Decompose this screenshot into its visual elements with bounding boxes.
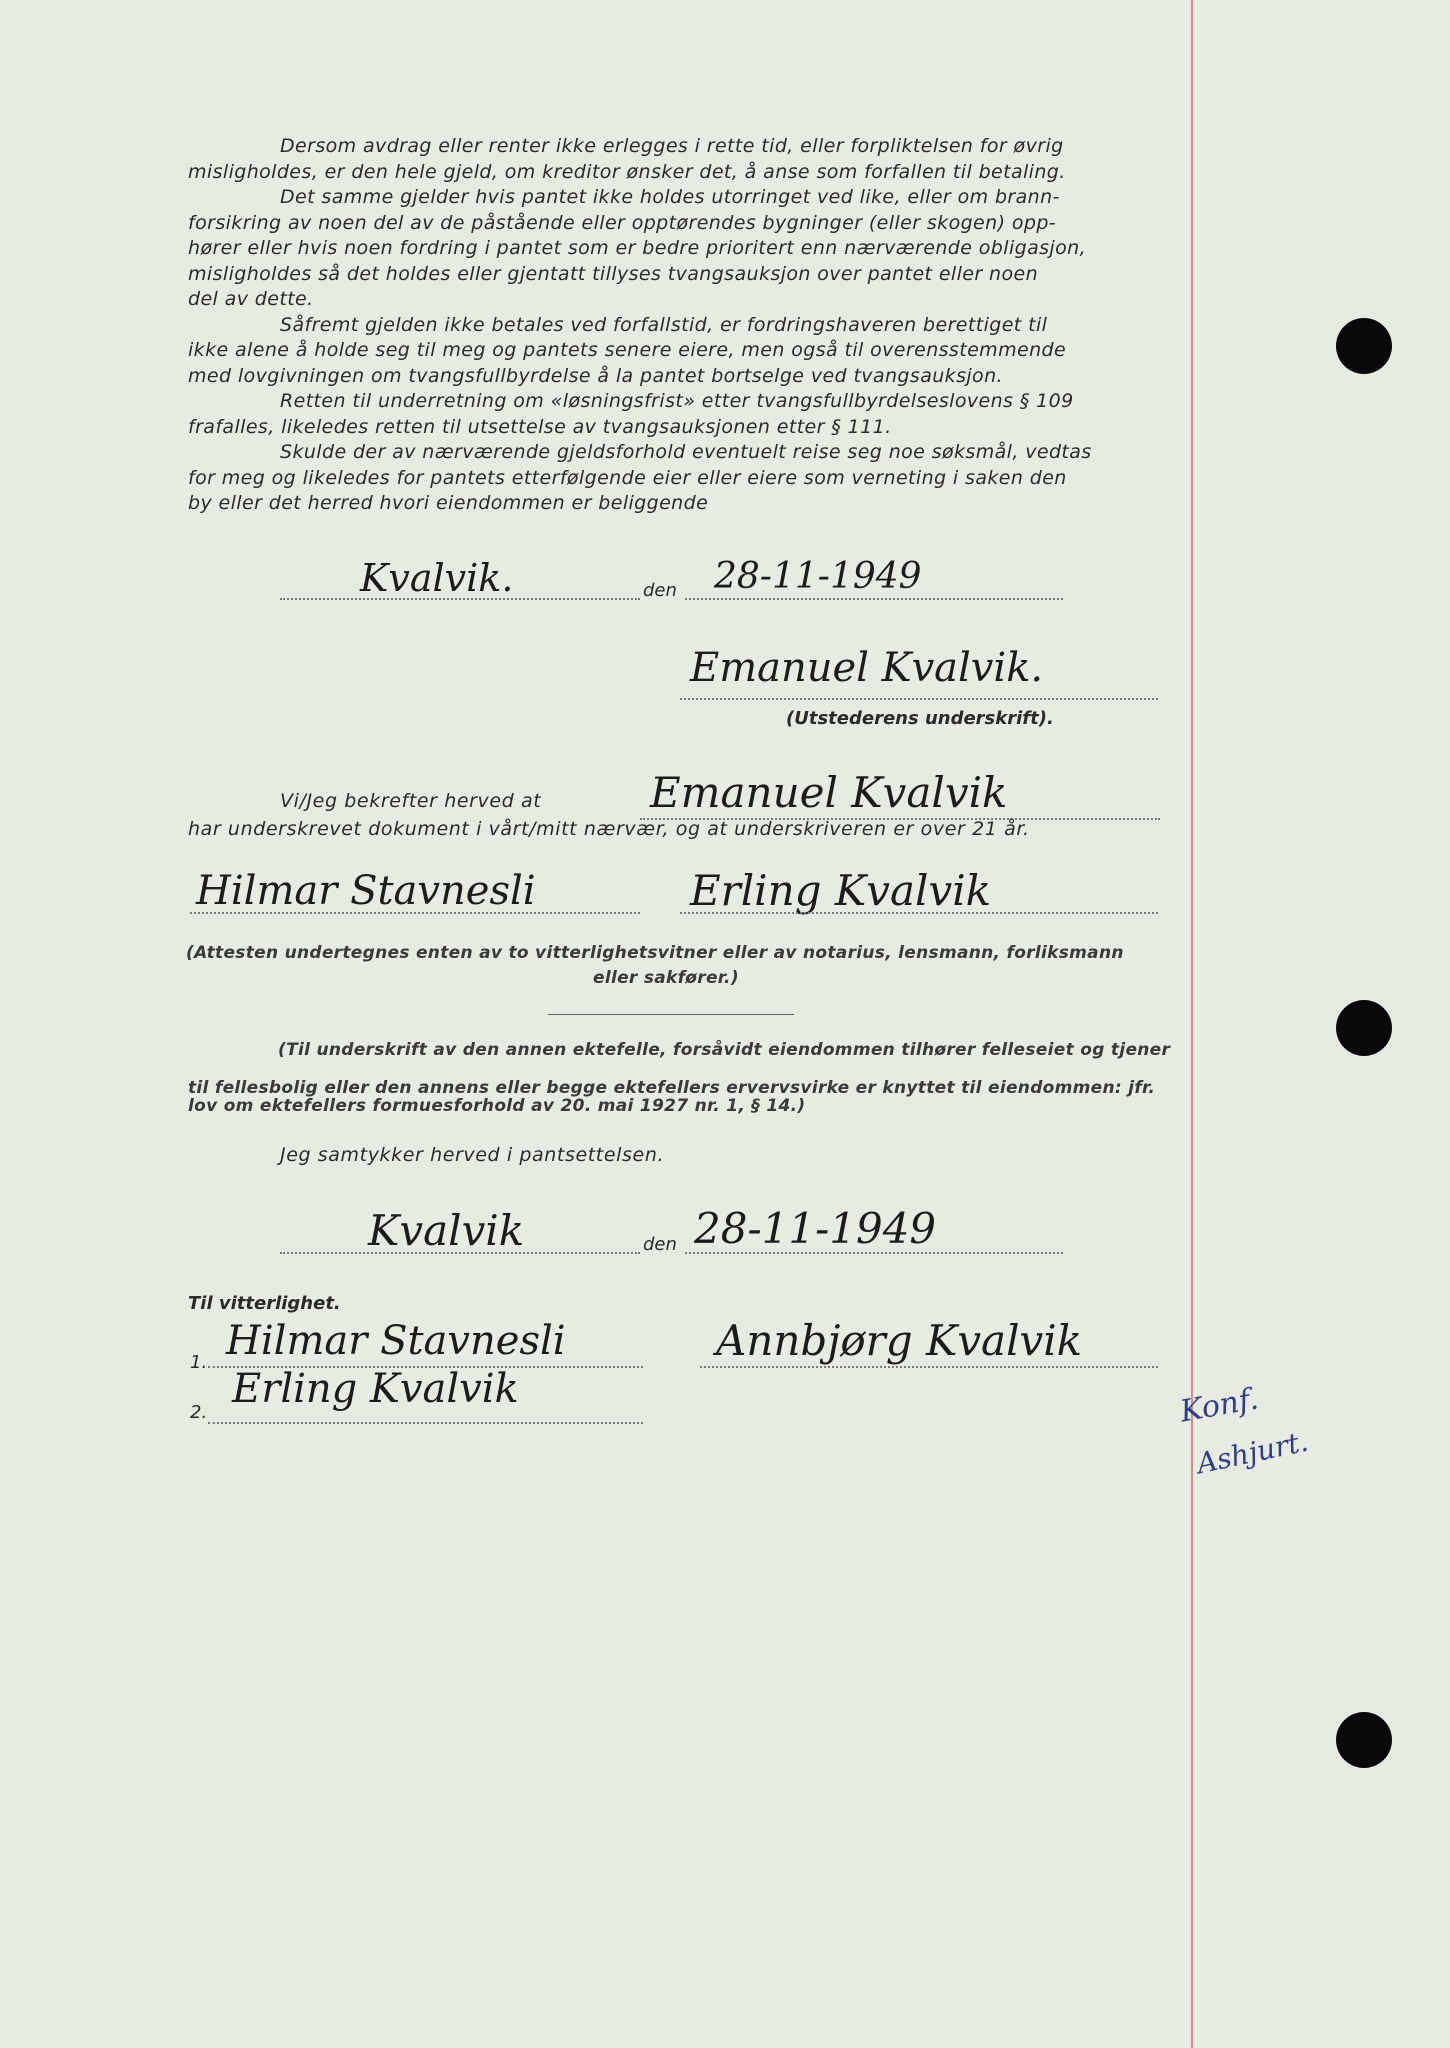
text-line: Det samme gjelder hvis pantet ikke holdes utorringet ved like, eller om brann- [280, 186, 1060, 208]
witnessed-name-handwritten: Emanuel Kvalvik [650, 768, 1008, 817]
text-line: med lovgivningen om tvangsfullbyrdelse å la pantet bortselge ved tvangsauksjon. [188, 364, 1003, 387]
issuer-signature: Emanuel Kvalvik. [690, 645, 1044, 691]
place2-handwritten: Kvalvik [368, 1206, 525, 1255]
text-line: ikke alene å holde seg til meg og pantets senere eiere, men også til overensstemmende [188, 339, 1067, 361]
witness-number-1: 1. [190, 1352, 208, 1373]
spouse-note-line2: til fellesbolig eller den annens eller begge ektefellers ervervsvirke er knyttet til eiendommen: jfr. [188, 1078, 1156, 1098]
witness-statement-line2: har underskrevet dokument i vårt/mitt nærvær, og at underskriveren er over 21 år. [188, 818, 1030, 840]
text-line: del av dette. [188, 288, 314, 310]
witness-b-line [208, 1422, 643, 1424]
date-line [685, 598, 1063, 600]
witness2-line [680, 912, 1158, 914]
attest-note-line1: (Attesten undertegnes enten av to vitterlighetsvitner eller av notarius, lensmann, forliksmann [186, 943, 1124, 963]
punch-hole [1336, 1000, 1392, 1056]
signature-line [680, 698, 1158, 700]
den2-label: den [643, 1234, 677, 1255]
vitterlighet-label: Til vitterlighet. [188, 1293, 341, 1314]
text-line: frafalles, likeledes retten til utsettelse av tvangsauksjonen etter § 111. [188, 415, 892, 438]
date2-handwritten: 28-11-1949 [694, 1204, 937, 1253]
text-line: misligholdes så det holdes eller gjentatt tillyses tvangsauksjon over pantet eller noen [188, 262, 1039, 285]
witness-number-2: 2. [190, 1402, 208, 1423]
consent-text: Jeg samtykker herved i pantsettelsen. [280, 1144, 665, 1166]
place-handwritten: Kvalvik. [360, 556, 514, 600]
punch-hole [1336, 1712, 1392, 1768]
margin-line [1191, 0, 1193, 2048]
text-line: Dersom avdrag eller renter ikke erlegges i rette tid, eller forpliktelsen for øvrig [280, 135, 1064, 157]
witness-statement-prefix: Vi/Jeg bekrefter herved at [280, 790, 542, 812]
text-line: Retten til underretning om «løsningsfrist» etter tvangsfullbyrdelseslovens § 109 [280, 390, 1074, 412]
den-label: den [643, 580, 677, 601]
text-line: misligholdes, er den hele gjeld, om kreditor ønsker det, å anse som forfallen til betaling. [188, 160, 1066, 183]
terms-text [188, 134, 1158, 517]
stamp-line1: Konf. [1177, 1381, 1262, 1430]
text-line: forsikring av noen del av de påstående eller opptørendes bygninger (eller skogen) opp- [188, 211, 1057, 234]
place-line [280, 598, 640, 600]
text-line: hører eller hvis noen fordring i pantet som er bedre prioritert enn nærværende obligasjon, [188, 237, 1087, 259]
date-handwritten: 28-11-1949 [714, 556, 922, 597]
attest-note-line2: eller sakfører.) [593, 968, 739, 988]
signature-caption: (Utstederens underskrift). [786, 708, 1054, 729]
spouse-line [700, 1366, 1158, 1368]
spouse-note-line1: (Til underskrift av den annen ektefelle, forsåvidt eiendommen tilhører felleseiet og tjener [278, 1040, 1171, 1060]
spouse-signature: Annbjørg Kvalvik [716, 1316, 1083, 1365]
witness1-line [190, 912, 640, 914]
witness-b-signature: Erling Kvalvik [232, 1366, 519, 1412]
text-line: Skulde der av nærværende gjeldsforhold eventuelt reise seg noe søksmål, vedtas [280, 441, 1092, 463]
spouse-note-line3: lov om ektefellers formuesforhold av 20. mai 1927 nr. 1, § 14.) [188, 1096, 806, 1116]
text-line: for meg og likeledes for pantets etterfølgende eier eller eiere som verneting i saken den [188, 466, 1067, 489]
witness-a-signature: Hilmar Stavnesli [226, 1318, 566, 1364]
text-line: by eller det herred hvori eiendommen er beliggende [188, 492, 709, 514]
stamp-line2: Ashjurt. [1193, 1424, 1312, 1481]
place2-line [280, 1252, 640, 1254]
text-line: Såfremt gjelden ikke betales ved forfallstid, er fordringshaveren berettiget til [280, 313, 1048, 336]
date2-line [685, 1252, 1063, 1254]
witness2-signature: Erling Kvalvik [690, 866, 992, 915]
witness1-signature: Hilmar Stavnesli [196, 868, 536, 914]
punch-hole [1336, 318, 1392, 374]
separator [548, 1014, 794, 1015]
